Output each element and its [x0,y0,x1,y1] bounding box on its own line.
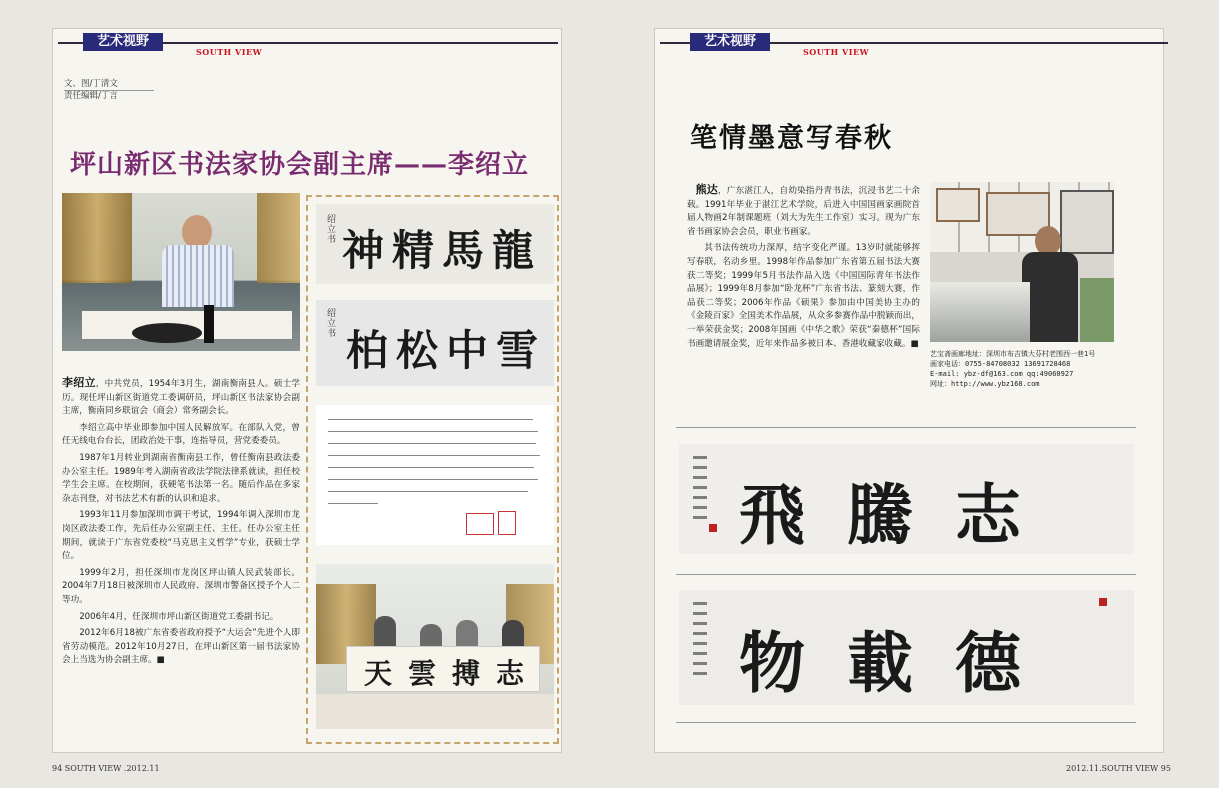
page-footer-left: 94 SOUTH VIEW .2012.11 [52,764,160,773]
email-qq: E-mail: ybz-df@163.com qq:49060927 [930,370,1074,378]
photo-group-with-banner [316,564,554,729]
divider [676,722,1136,723]
divider [676,574,1136,575]
paragraph: 其书法传统功力深厚，结字变化严谨。13岁时就能够挥写春联，名动乡里。1998年作品参加广东省第五届书法大赛获二等奖；1999年5月书法作品入选《中国国际青年书法作品展》；1999年8月参加“卧龙杯”广东省书法、篆刻大赛，作品获二等奖；2006年作品《硕果》参加由中国美协主办的《金陵百家》全国美术作品展，从众多参赛作品中脱颖而出，一举荣获金奖；2008年国画《中华之歌》荣获“秦德杯”国际书画邀请展金奖，近年来作品多被日本、香港收藏家收藏。■ [687,243,920,349]
article-title-right: 笔情墨意写春秋 [690,123,893,154]
paragraph: 1993年11月参加深圳市调干考试，1994年调入深圳市龙岗区政法委工作，先后任办公室副主任、主任。任办公室主任期间，就读于广东省党委校“马克思主义哲学”专业，获硕士学位。 [62,510,300,562]
handwritten-letter [316,405,554,545]
paragraph: ，中共党员，1954年3月生，湖南衡南县人。硕士学历。现任坪山新区街道党工委调研员，坪山新区书法家协会副主席，衡南同乡联谊会（商会）常务副会长。 [62,379,301,417]
section-tag: 艺术视野 [690,33,770,51]
calligraphy-virtue-carries [679,590,1134,705]
calligraphy-text: 神精馬龍 [342,226,543,275]
artist-phone: 画家电话：0755-84708032 13691728468 [930,360,1071,368]
calligraphy-soaring-ambition [679,444,1134,554]
section-subtitle: SOUTH VIEW [196,47,263,57]
editor-credit: 责任编辑/丁言 [64,91,118,101]
website: 网址：http://www.ybz168.com [930,380,1040,388]
photo-calligrapher-writing [62,193,300,351]
paragraph: 1999年2月，担任深圳市龙岗区坪山镇人民武装部长。2004年7月18日被深圳市人民政府、深圳市警备区授予个人二等功。 [62,567,300,605]
divider [676,427,1136,428]
article-title-left: 坪山新区书法家协会副主席——李绍立 [70,150,530,180]
banner-calligraphy: 天雲搏志 [364,657,541,690]
contact-info [930,349,1095,389]
paragraph: 2012年6月18被广东省委省政府授予“大运会”先进个人即省劳动模范。2012年10月27日，在坪山新区第一届书法家协会上当选为协会副主席。■ [62,628,300,666]
paragraph: 1987年1月转业到湖南省衡南县工作，曾任衡南县政法委办公室主任。1989年考入湖南省政法学院法律系就读，担任校学生会主席。在校期间，获硬笔书法第一名。随后作品在多家杂志刊登，对书法艺术有新的认识和追求。 [62,452,300,504]
photo-artist-studio [930,182,1114,342]
paragraph: 2006年4月，任深圳市坪山新区街道党工委副书记。 [79,611,279,622]
left-article-body [62,376,300,671]
artist-signature: 绍立书 [325,308,335,338]
calligraphy-snow-pine [316,300,554,386]
author-credit: 文、图/丁清文 [64,79,118,89]
section-tag: 艺术视野 [83,33,163,51]
paragraph: 李绍立高中毕业即参加中国人民解放军。在部队入党，曾任无线电台台长，团政治处干事，连指导员，营党委委员。 [62,422,300,447]
calligraphy-text: 物載德 [739,624,1063,702]
section-subtitle: SOUTH VIEW [803,47,870,57]
calligraphy-text: 柏松中雪 [346,326,547,375]
right-article-body [687,183,920,354]
paragraph: ，广东湛江人，自幼染指丹青书法，沉浸书艺二十余载。1991年毕业于湛江艺术学院，后进入中国国画家画院首届人物画2年制课题班（刘大为先生工作室）实习。现为广东省书画家协会会员，职业书画家。 [687,186,920,237]
calligraphy-text: 飛騰志 [739,476,1063,554]
subject-name: 熊达 [695,183,718,196]
subject-name: 李绍立 [62,376,96,389]
calligraphy-dragon-horse [316,204,554,284]
gallery-address: 艺宝斋画廊地址：深圳市布吉镇大芬村老围西一巷1号 [930,350,1096,358]
page-footer-right: 2012.11.SOUTH VIEW 95 [1066,764,1171,773]
credit-block [64,79,154,102]
artist-signature: 绍立书 [325,214,335,244]
